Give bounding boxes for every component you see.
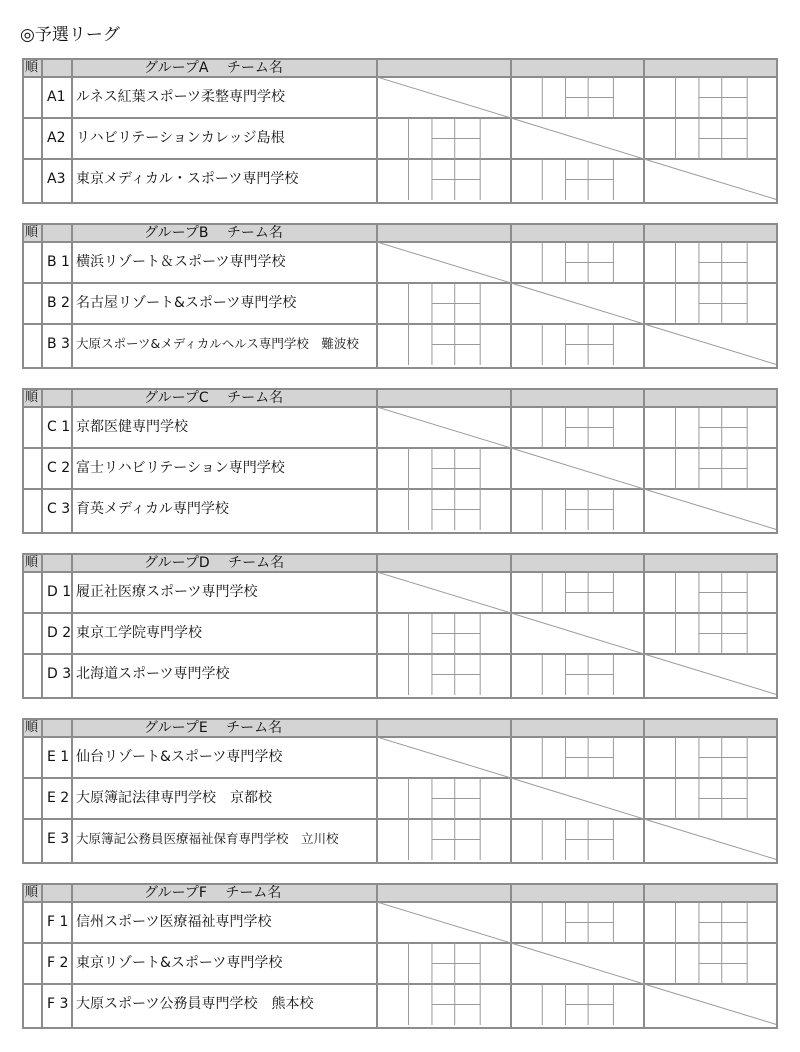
self-match-diagonal bbox=[377, 572, 511, 613]
rank-header: 順 bbox=[25, 555, 39, 570]
self-match-diagonal bbox=[377, 737, 511, 778]
team-name: ルネス紅葉スポーツ柔整専門学校 bbox=[76, 89, 286, 105]
team-name: 富士リハビリテーション専門学校 bbox=[76, 460, 285, 476]
team-code: A2 bbox=[47, 130, 66, 146]
team-code: C 3 bbox=[47, 501, 71, 517]
rank-header: 順 bbox=[25, 885, 39, 900]
team-code: F 2 bbox=[47, 955, 69, 971]
team-name: 京都医健専門学校 bbox=[76, 419, 188, 435]
team-name: 育英メディカル専門学校 bbox=[76, 501, 229, 517]
self-match-diagonal bbox=[377, 407, 511, 448]
team-code: A3 bbox=[47, 171, 66, 187]
self-match-diagonal bbox=[377, 77, 511, 118]
group-title: グループD チーム名 bbox=[144, 555, 285, 571]
team-code: D 2 bbox=[47, 625, 72, 641]
team-name: 大原簿記法律専門学校 京都校 bbox=[76, 790, 272, 806]
rank-header: 順 bbox=[25, 390, 39, 405]
header-row-background bbox=[22, 718, 778, 737]
page-title: ◎予選リーグ bbox=[20, 25, 120, 45]
rank-header: 順 bbox=[25, 720, 39, 735]
self-match-diagonal bbox=[511, 778, 644, 819]
team-name: 大原スポーツ公務員専門学校 熊本校 bbox=[76, 996, 314, 1012]
self-match-diagonal bbox=[644, 819, 778, 860]
team-code: D 3 bbox=[47, 666, 72, 682]
group-table-c bbox=[22, 388, 778, 534]
team-name: 仙台リゾート&スポーツ専門学校 bbox=[76, 749, 283, 765]
header-row-background bbox=[22, 883, 778, 902]
team-code: E 3 bbox=[47, 831, 70, 847]
team-code: A1 bbox=[47, 89, 66, 105]
self-match-diagonal bbox=[644, 489, 778, 530]
group-title: グループE チーム名 bbox=[144, 720, 283, 736]
self-match-diagonal bbox=[644, 324, 778, 365]
team-code: E 1 bbox=[47, 749, 70, 765]
self-match-diagonal bbox=[511, 118, 644, 159]
team-code: E 2 bbox=[47, 790, 70, 806]
team-name: リハビリテーションカレッジ島根 bbox=[76, 130, 285, 146]
rank-header: 順 bbox=[25, 225, 39, 240]
team-name: 大原簿記公務員医療福祉保育専門学校 立川校 bbox=[76, 831, 339, 846]
team-code: B 3 bbox=[47, 336, 70, 352]
group-table-a bbox=[22, 58, 778, 204]
self-match-diagonal bbox=[511, 943, 644, 984]
self-match-diagonal bbox=[511, 448, 644, 489]
group-table-f bbox=[22, 883, 778, 1029]
group-title: グループB チーム名 bbox=[144, 225, 283, 241]
team-code: C 1 bbox=[47, 419, 71, 435]
team-name: 横浜リゾート＆スポーツ専門学校 bbox=[76, 254, 286, 270]
team-name: 信州スポーツ医療福祉専門学校 bbox=[76, 914, 272, 930]
team-name: 名古屋リゾート&スポーツ専門学校 bbox=[76, 295, 297, 311]
team-code: B 2 bbox=[47, 295, 70, 311]
header-row-background bbox=[22, 388, 778, 407]
team-code: B 1 bbox=[47, 254, 70, 270]
team-code: C 2 bbox=[47, 460, 71, 476]
group-table-e bbox=[22, 718, 778, 864]
group-title: グループC チーム名 bbox=[144, 390, 284, 406]
group-table-d bbox=[22, 553, 778, 699]
group-title: グループF チーム名 bbox=[144, 885, 282, 901]
team-name: 履正社医療スポーツ専門学校 bbox=[76, 584, 258, 600]
team-name: 東京メディカル・スポーツ専門学校 bbox=[76, 171, 299, 187]
self-match-diagonal bbox=[511, 283, 644, 324]
self-match-diagonal bbox=[644, 159, 778, 200]
self-match-diagonal bbox=[644, 984, 778, 1025]
header-row-background bbox=[22, 58, 778, 77]
self-match-diagonal bbox=[644, 654, 778, 695]
team-code: F 3 bbox=[47, 996, 69, 1012]
team-name: 大原スポーツ&メディカルヘルス専門学校 難波校 bbox=[76, 336, 359, 351]
self-match-diagonal bbox=[377, 242, 511, 283]
rank-header: 順 bbox=[25, 60, 39, 75]
header-row-background bbox=[22, 223, 778, 242]
self-match-diagonal bbox=[377, 902, 511, 943]
team-code: F 1 bbox=[47, 914, 69, 930]
team-name: 東京工学院専門学校 bbox=[76, 625, 202, 641]
group-title: グループA チーム名 bbox=[144, 60, 283, 76]
group-table-b bbox=[22, 223, 778, 369]
team-code: D 1 bbox=[47, 584, 72, 600]
self-match-diagonal bbox=[511, 613, 644, 654]
team-name: 東京リゾート&スポーツ専門学校 bbox=[76, 955, 283, 971]
team-name: 北海道スポーツ専門学校 bbox=[76, 666, 230, 682]
header-row-background bbox=[22, 553, 778, 572]
